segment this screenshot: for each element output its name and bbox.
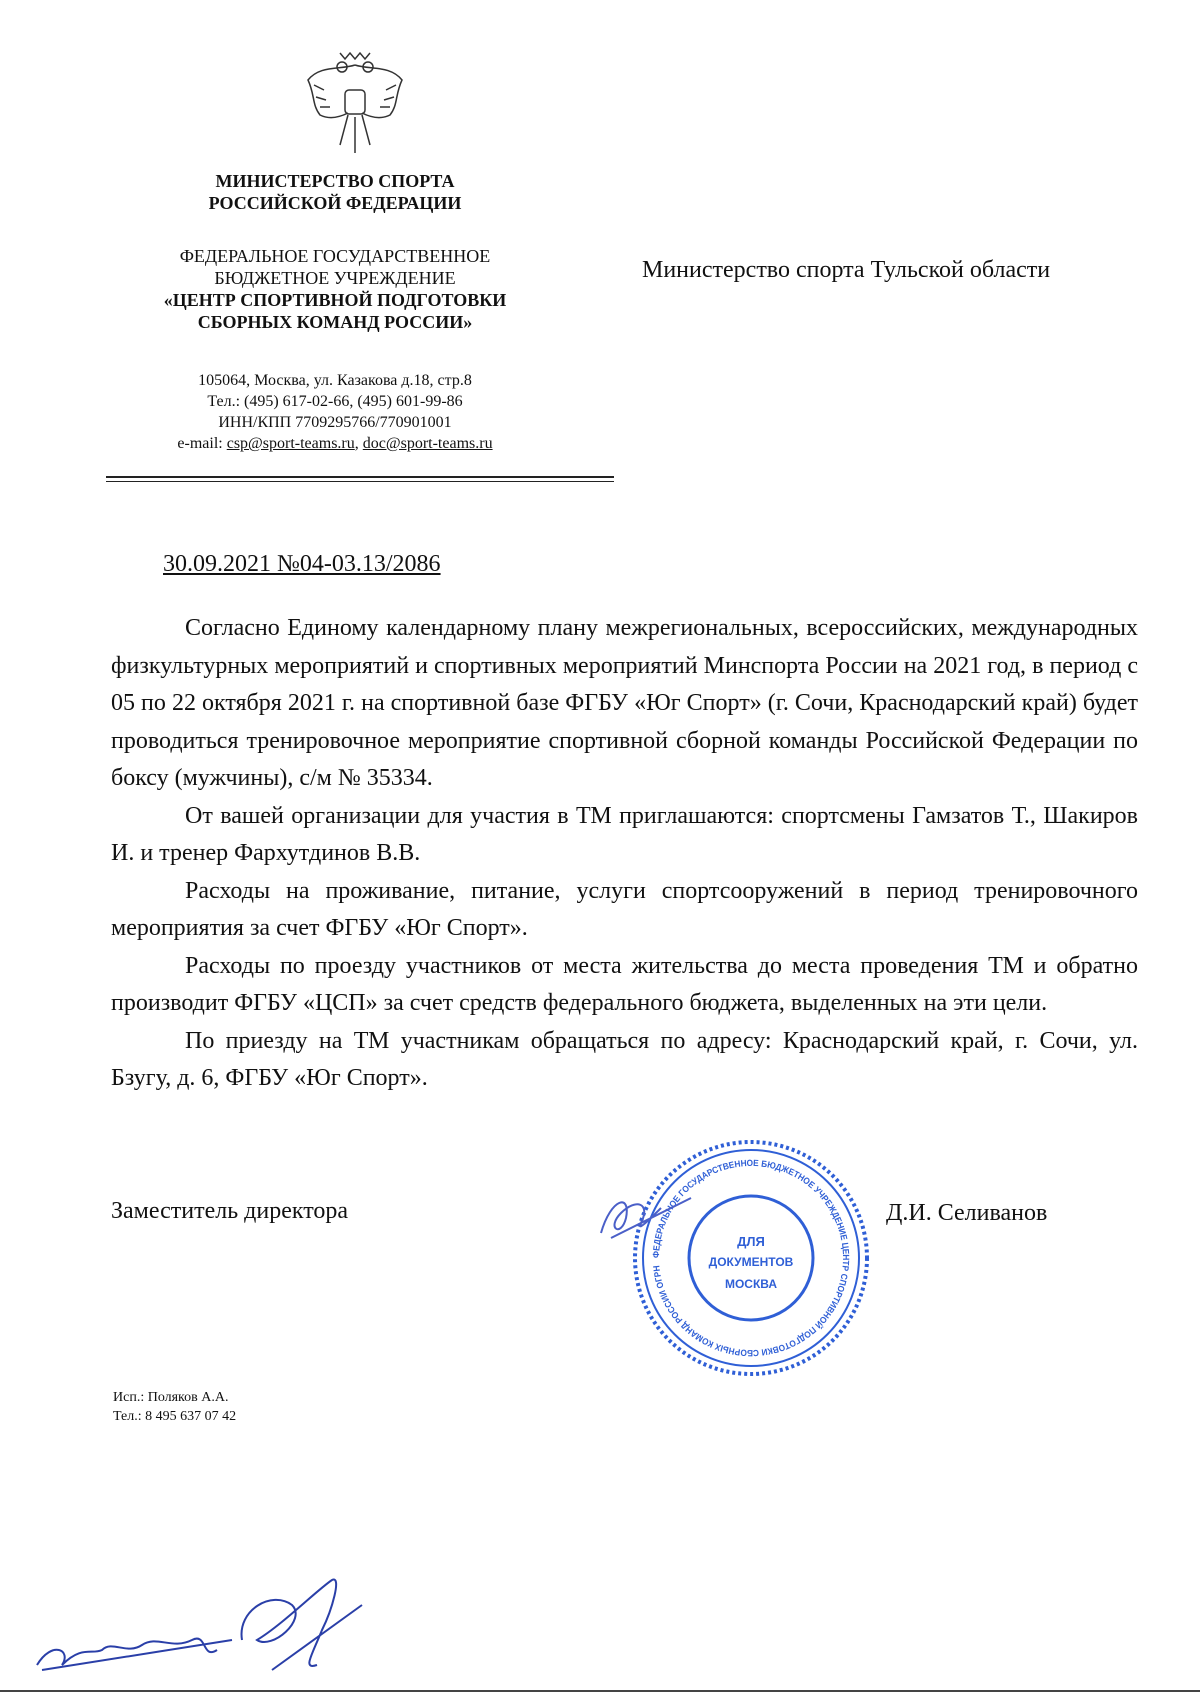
paragraph: Расходы на проживание, питание, услуги спортсооружений в период тренировочного мероприятия за счет ФГБУ «Юг Спорт». xyxy=(111,877,1138,941)
header-divider xyxy=(106,476,614,478)
letter-content xyxy=(111,610,1138,1426)
phones: Тел.: (495) 617-02-66, (495) 601-99-86 xyxy=(207,393,463,410)
ministry-line-1: МИНИСТЕРСТВО СПОРТА xyxy=(215,171,455,191)
letter-body xyxy=(111,610,1138,1098)
org-line-3: «ЦЕНТР СПОРТИВНОЙ ПОДГОТОВКИ xyxy=(163,290,507,310)
org-line-2: БЮДЖЕТНОЕ УЧРЕЖДЕНИЕ xyxy=(214,268,456,288)
page-bottom-edge xyxy=(0,1690,1200,1692)
paragraph: По приезду на ТМ участникам обращаться по адресу: Краснодарский край, г. Сочи, ул. Бзугу, д. 6, ФГБУ «Юг Спорт». xyxy=(111,1027,1138,1091)
stamp-bottom-text: МОСКВА xyxy=(724,1276,778,1291)
paragraph: Расходы по проезду участников от места жительства до места проведения ТМ и обратно производит ФГБУ «ЦСП» за счет средств федерального бюджета, выделенных на эти цели. xyxy=(111,952,1138,1016)
stamp-center-line-2: ДОКУМЕНТОВ xyxy=(708,1254,794,1269)
signer-name: Д.И. Селиванов xyxy=(886,1199,1048,1226)
email-label: e-mail: xyxy=(177,435,227,452)
email-link-csp[interactable]: csp@sport-teams.ru xyxy=(226,435,355,452)
email-line xyxy=(95,433,575,454)
executor-info xyxy=(113,1388,1138,1426)
executor-phone: Тел.: 8 495 637 07 42 xyxy=(113,1408,237,1424)
email-separator: , xyxy=(354,435,363,452)
official-stamp xyxy=(631,1138,871,1378)
registration-number: 30.09.2021 №04-03.13/2086 xyxy=(163,551,441,577)
stamp-center-line-1: ДЛЯ xyxy=(737,1233,765,1249)
signature-block xyxy=(111,1138,1138,1378)
address: 105064, Москва, ул. Казакова д.18, стр.8 xyxy=(198,372,472,389)
org-line-1: ФЕДЕРАЛЬНОЕ ГОСУДАРСТВЕННОЕ xyxy=(179,246,491,266)
org-line-4: СБОРНЫХ КОМАНД РОССИИ» xyxy=(197,312,473,332)
organization-name xyxy=(95,245,575,333)
coat-of-arms-emblem xyxy=(300,45,410,157)
signer-position: Заместитель директора xyxy=(111,1197,349,1224)
paragraph: От вашей организации для участия в ТМ приглашаются: спортсмены Гамзатов Т., Шакиров И. и тренер Фархутдинов В.В. xyxy=(111,802,1138,866)
handwritten-initials xyxy=(32,1570,382,1680)
organization-contacts xyxy=(95,370,575,454)
executor-name: Исп.: Поляков А.А. xyxy=(113,1389,229,1405)
handwritten-signature xyxy=(591,1188,701,1248)
header-divider-thin xyxy=(106,481,614,482)
ministry-name xyxy=(95,170,575,214)
inn-kpp: ИНН/КПП 7709295766/770901001 xyxy=(218,414,452,431)
paragraph: Согласно Единому календарному плану межрегиональных, всероссийских, международных физкультурных мероприятий и спортивных мероприятий Минспорта России на 2021 год, в период с 05 по 22 октября 2021 г. на спортивной базе ФГБУ «Юг Спорт» (г. Сочи, Краснодарский край) будет проводиться тренировочное мероприятие спортивной сборной команды Российской Федерации по боксу (мужчины), с/м № 35334. xyxy=(111,615,1138,791)
email-link-doc[interactable]: doc@sport-teams.ru xyxy=(362,435,493,452)
recipient: Министерство спорта Тульской области xyxy=(642,257,1051,283)
ministry-line-2: РОССИЙСКОЙ ФЕДЕРАЦИИ xyxy=(208,193,462,213)
stamp-ring-text: ФЕДЕРАЛЬНОЕ ГОСУДАРСТВЕННОЕ БЮДЖЕТНОЕ УЧРЕЖДЕНИЕ ЦЕНТР СПОРТИВНОЙ ПОДГОТОВКИ СБОРНЫХ КОМАНД РОССИИ ОГРН xyxy=(650,1157,852,1358)
